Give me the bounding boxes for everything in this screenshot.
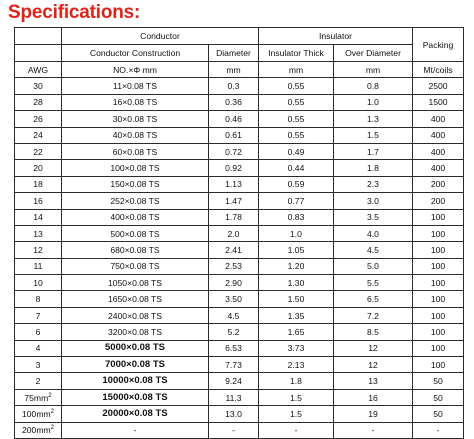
packing-cell: 100: [413, 340, 464, 356]
insulator-thick-cell: 0.83: [259, 209, 334, 225]
construction-cell: 100×0.08 TS: [62, 160, 209, 176]
packing-cell: 2500: [413, 78, 464, 94]
over-diameter-cell: 3.5: [334, 209, 413, 225]
construction-cell: 750×0.08 TS: [62, 258, 209, 274]
over-diameter-cell: 6.5: [334, 291, 413, 307]
table-row: [15, 324, 464, 340]
header-empty-cell-2: [15, 45, 62, 62]
table-row: [15, 209, 464, 225]
awg-value: 30: [33, 81, 43, 92]
insulator-thick-cell: 1.05: [259, 242, 334, 258]
diameter-cell: 1.78: [209, 209, 259, 225]
diameter-cell: 0.72: [209, 143, 259, 159]
insulator-thick-cell: 0.55: [259, 78, 334, 94]
awg-cell: [15, 258, 62, 274]
construction-cell: 680×0.08 TS: [62, 242, 209, 258]
construction-cell: 30×0.08 TS: [62, 111, 209, 127]
header-row-columns: [15, 45, 464, 62]
diameter-cell: -: [209, 422, 259, 438]
table-row: [15, 291, 464, 307]
over-diameter-cell: 3.0: [334, 193, 413, 209]
table-row: [15, 389, 464, 405]
packing-cell: 200: [413, 193, 464, 209]
packing-cell: 100: [413, 209, 464, 225]
diameter-cell: 3.50: [209, 291, 259, 307]
packing-cell: 50: [413, 389, 464, 405]
construction-cell: 150×0.08 TS: [62, 176, 209, 192]
packing-cell: 100: [413, 324, 464, 340]
construction-cell: 16×0.08 TS: [62, 94, 209, 110]
awg-cell: [15, 324, 62, 340]
diameter-cell: 2.53: [209, 258, 259, 274]
header-awg: AWG: [15, 62, 62, 78]
over-diameter-cell: 5.5: [334, 275, 413, 291]
over-diameter-cell: 8.5: [334, 324, 413, 340]
awg-value: 100mm: [22, 408, 51, 419]
over-diameter-cell: -: [334, 422, 413, 438]
awg-cell: [15, 127, 62, 143]
table-row: [15, 307, 464, 323]
over-diameter-cell: 19: [334, 406, 413, 422]
specifications-table: [14, 27, 464, 439]
awg-cell: [15, 373, 62, 389]
packing-cell: 50: [413, 406, 464, 422]
insulator-thick-cell: 1.20: [259, 258, 334, 274]
construction-cell: 400×0.08 TS: [62, 209, 209, 225]
diameter-cell: 2.0: [209, 225, 259, 241]
table-row: [15, 422, 464, 438]
insulator-thick-cell: 3.73: [259, 340, 334, 356]
awg-value: 13: [33, 228, 43, 239]
packing-cell: 400: [413, 127, 464, 143]
construction-cell: 252×0.08 TS: [62, 193, 209, 209]
insulator-thick-cell: -: [259, 422, 334, 438]
insulator-thick-cell: 1.0: [259, 225, 334, 241]
awg-cell: [15, 193, 62, 209]
over-diameter-cell: 4.5: [334, 242, 413, 258]
header-thick-unit: mm: [259, 62, 334, 78]
diameter-cell: 5.2: [209, 324, 259, 340]
over-diameter-cell: 1.7: [334, 143, 413, 159]
construction-cell: 1050×0.08 TS: [62, 275, 209, 291]
awg-cell: [15, 209, 62, 225]
over-diameter-cell: 0.8: [334, 78, 413, 94]
table-row: [15, 258, 464, 274]
table-row: [15, 373, 464, 389]
construction-cell: 500×0.08 TS: [62, 225, 209, 241]
packing-cell: 400: [413, 111, 464, 127]
packing-cell: 100: [413, 307, 464, 323]
header-packing-unit: Mt/coils: [413, 62, 464, 78]
awg-value: 14: [33, 212, 43, 223]
awg-cell: [15, 389, 62, 405]
table-row: [15, 111, 464, 127]
construction-cell: 15000×0.08 TS: [62, 389, 209, 405]
awg-cell: [15, 111, 62, 127]
construction-cell: 5000×0.08 TS: [62, 340, 209, 356]
construction-cell: 7000×0.08 TS: [62, 357, 209, 373]
construction-cell: 11×0.08 TS: [62, 78, 209, 94]
insulator-thick-cell: 0.55: [259, 127, 334, 143]
over-diameter-cell: 1.3: [334, 111, 413, 127]
header-conductor: Conductor: [62, 28, 259, 45]
over-diameter-cell: 7.2: [334, 307, 413, 323]
insulator-thick-cell: 0.55: [259, 94, 334, 110]
awg-superscript: 2: [48, 392, 52, 399]
over-diameter-cell: 4.0: [334, 225, 413, 241]
awg-value: 28: [33, 97, 43, 108]
awg-value: 6: [35, 326, 41, 337]
header-over-unit: mm: [334, 62, 413, 78]
insulator-thick-cell: 1.5: [259, 389, 334, 405]
over-diameter-cell: 2.3: [334, 176, 413, 192]
awg-value: 7: [35, 310, 41, 321]
diameter-cell: 13.0: [209, 406, 259, 422]
awg-cell: [15, 94, 62, 110]
awg-cell: [15, 307, 62, 323]
awg-value: 200mm: [22, 425, 51, 436]
packing-cell: -: [413, 422, 464, 438]
packing-cell: 100: [413, 275, 464, 291]
awg-value: 11: [33, 261, 43, 272]
packing-cell: 100: [413, 225, 464, 241]
awg-value: 16: [33, 195, 43, 206]
packing-cell: 100: [413, 242, 464, 258]
diameter-cell: 9.24: [209, 373, 259, 389]
insulator-thick-cell: 1.50: [259, 291, 334, 307]
awg-cell: [15, 242, 62, 258]
packing-cell: 400: [413, 160, 464, 176]
awg-value: 8: [35, 294, 41, 305]
table-row: [15, 406, 464, 422]
awg-cell: [15, 78, 62, 94]
over-diameter-cell: 5.0: [334, 258, 413, 274]
table-row: [15, 143, 464, 159]
diameter-cell: 1.13: [209, 176, 259, 192]
diameter-cell: 4.5: [209, 307, 259, 323]
header-insulator-thick: Insulator Thick: [259, 45, 334, 62]
awg-value: 75mm: [24, 392, 49, 403]
header-no-unit: NO.×Φ mm: [62, 62, 209, 78]
over-diameter-cell: 1.5: [334, 127, 413, 143]
awg-cell: [15, 357, 62, 373]
insulator-thick-cell: 1.65: [259, 324, 334, 340]
over-diameter-cell: 12: [334, 340, 413, 356]
insulator-thick-cell: 1.30: [259, 275, 334, 291]
table-row: [15, 193, 464, 209]
table-row: [15, 225, 464, 241]
over-diameter-cell: 12: [334, 357, 413, 373]
insulator-thick-cell: 1.8: [259, 373, 334, 389]
awg-cell: [15, 176, 62, 192]
table-row: [15, 176, 464, 192]
table-row: [15, 94, 464, 110]
header-diameter-unit: mm: [209, 62, 259, 78]
awg-value: 4: [35, 343, 41, 354]
awg-value: 2: [35, 376, 41, 387]
table-row: [15, 340, 464, 356]
awg-cell: [15, 291, 62, 307]
packing-cell: 200: [413, 176, 464, 192]
awg-value: 20: [33, 163, 43, 174]
construction-cell: -: [62, 422, 209, 438]
awg-superscript: 2: [50, 409, 54, 416]
over-diameter-cell: 16: [334, 389, 413, 405]
table-row: [15, 242, 464, 258]
insulator-thick-cell: 1.35: [259, 307, 334, 323]
table-row: [15, 78, 464, 94]
diameter-cell: 11.3: [209, 389, 259, 405]
construction-cell: 1650×0.08 TS: [62, 291, 209, 307]
construction-cell: 40×0.08 TS: [62, 127, 209, 143]
awg-superscript: 2: [50, 425, 54, 432]
diameter-cell: 0.61: [209, 127, 259, 143]
diameter-cell: 0.46: [209, 111, 259, 127]
construction-cell: 20000×0.08 TS: [62, 406, 209, 422]
header-conductor-construction: Conductor Construction: [62, 45, 209, 62]
awg-cell: [15, 406, 62, 422]
construction-cell: 60×0.08 TS: [62, 143, 209, 159]
header-insulator: Insulator: [259, 28, 413, 45]
construction-cell: 2400×0.08 TS: [62, 307, 209, 323]
packing-cell: 100: [413, 357, 464, 373]
diameter-cell: 7.73: [209, 357, 259, 373]
packing-cell: 50: [413, 373, 464, 389]
insulator-thick-cell: 0.77: [259, 193, 334, 209]
awg-cell: [15, 160, 62, 176]
diameter-cell: 2.41: [209, 242, 259, 258]
awg-cell: [15, 340, 62, 356]
awg-cell: [15, 422, 62, 438]
awg-cell: [15, 143, 62, 159]
over-diameter-cell: 1.0: [334, 94, 413, 110]
awg-value: 3: [35, 359, 41, 370]
page-title: Specifications:: [8, 2, 141, 23]
construction-cell: 10000×0.08 TS: [62, 373, 209, 389]
diameter-cell: 0.3: [209, 78, 259, 94]
header-row-units: [15, 62, 464, 78]
awg-value: 10: [33, 277, 43, 288]
insulator-thick-cell: 2.13: [259, 357, 334, 373]
awg-value: 12: [33, 244, 43, 255]
awg-value: 24: [33, 130, 43, 141]
awg-value: 26: [33, 113, 43, 124]
packing-cell: 100: [413, 258, 464, 274]
awg-value: 22: [33, 146, 43, 157]
insulator-thick-cell: 0.59: [259, 176, 334, 192]
diameter-cell: 2.90: [209, 275, 259, 291]
header-diameter: Diameter: [209, 45, 259, 62]
awg-cell: [15, 275, 62, 291]
table-row: [15, 160, 464, 176]
header-packing: Packing: [413, 28, 464, 62]
over-diameter-cell: 1.8: [334, 160, 413, 176]
packing-cell: 100: [413, 291, 464, 307]
header-empty-cell: [15, 28, 62, 45]
diameter-cell: 6.53: [209, 340, 259, 356]
diameter-cell: 1.47: [209, 193, 259, 209]
insulator-thick-cell: 1.5: [259, 406, 334, 422]
diameter-cell: 0.92: [209, 160, 259, 176]
insulator-thick-cell: 0.49: [259, 143, 334, 159]
header-row-groups: [15, 28, 464, 45]
packing-cell: 1500: [413, 94, 464, 110]
construction-cell: 3200×0.08 TS: [62, 324, 209, 340]
table-row: [15, 357, 464, 373]
insulator-thick-cell: 0.55: [259, 111, 334, 127]
header-over-diameter: Over Diameter: [334, 45, 413, 62]
table-row: [15, 275, 464, 291]
awg-value: 18: [33, 179, 43, 190]
diameter-cell: 0.36: [209, 94, 259, 110]
over-diameter-cell: 13: [334, 373, 413, 389]
table-row: [15, 127, 464, 143]
awg-cell: [15, 225, 62, 241]
insulator-thick-cell: 0.44: [259, 160, 334, 176]
packing-cell: 400: [413, 143, 464, 159]
